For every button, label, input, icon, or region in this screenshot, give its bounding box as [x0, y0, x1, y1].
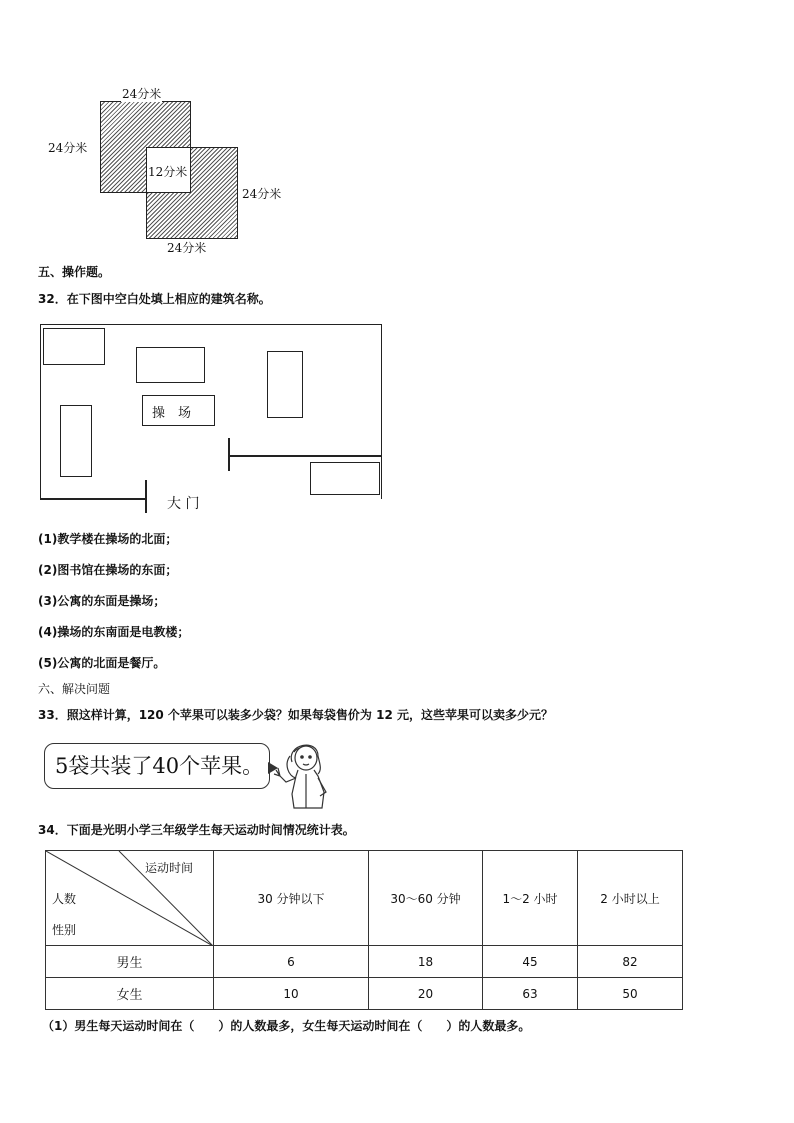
girl-illustration: [272, 734, 340, 810]
building-box-southeast: [310, 462, 380, 495]
table-corner-cell: [46, 851, 214, 946]
playground-label: 操 场: [152, 406, 192, 421]
dimension-right: 24分米: [242, 187, 282, 201]
table-row: [46, 978, 683, 1010]
column-header: 2 小时以上: [578, 851, 683, 946]
q32-item-3: (3)公寓的东面是操场；: [38, 594, 166, 608]
question-32-title: 32．在下图中空白处填上相应的建筑名称。: [38, 292, 271, 306]
dimension-overlap: 12分米: [148, 165, 188, 179]
q32-item-1: (1)教学楼在操场的北面；: [38, 532, 178, 546]
exercise-time-table: [45, 850, 683, 1010]
speech-text: 5袋共装了40个苹果。: [55, 754, 264, 778]
campus-map: [40, 324, 382, 512]
question-34-title: 34．下面是光明小学三年级学生每天运动时间情况统计表。: [38, 823, 355, 837]
q32-item-5: (5)公寓的北面是餐厅。: [38, 656, 166, 670]
table-cell: 20: [369, 978, 483, 1010]
speech-bubble: [44, 743, 270, 789]
column-header: 30 分钟以下: [214, 851, 369, 946]
inner-wall-vertical: [228, 438, 230, 471]
section-heading-5: 五、操作题。: [38, 265, 111, 279]
table-cell: 18: [369, 946, 483, 978]
dimension-left: 24分米: [48, 141, 88, 155]
table-cell: 50: [578, 978, 683, 1010]
table-cell: 10: [214, 978, 369, 1010]
overlapping-squares-figure: [0, 0, 320, 260]
building-box-northwest: [43, 328, 105, 365]
question-33-title: 33．照这样计算，120 个苹果可以装多少袋？如果每袋售价为 12 元，这些苹果可以卖多少元？: [38, 708, 553, 722]
q32-item-4: (4)操场的东南面是电教楼；: [38, 625, 190, 639]
column-header: 1～2 小时: [483, 851, 578, 946]
row-label: 女生: [46, 978, 214, 1010]
south-wall: [40, 498, 146, 500]
corner-label-time: 运动时间: [145, 861, 194, 875]
dimension-bottom: 24分米: [167, 241, 207, 255]
row-label: 男生: [46, 946, 214, 978]
corner-label-gender: 性别: [52, 923, 77, 937]
table-header-row: [46, 851, 683, 946]
building-box-east: [267, 351, 303, 418]
column-header: 30～60 分钟: [369, 851, 483, 946]
playground-box: [142, 395, 215, 426]
table-cell: 63: [483, 978, 578, 1010]
building-box-north: [136, 347, 205, 383]
q34-subquestion-1: （1）男生每天运动时间在（ ）的人数最多，女生每天运动时间在（ ）的人数最多。: [42, 1019, 531, 1033]
dimension-top: 24分米: [122, 87, 162, 101]
table-cell: 6: [214, 946, 369, 978]
corner-label-count: 人数: [52, 892, 77, 906]
building-box-west: [60, 405, 92, 477]
table-row: [46, 946, 683, 978]
gate-post: [145, 480, 147, 513]
table-cell: 82: [578, 946, 683, 978]
section-heading-6: 六、解决问题: [38, 682, 111, 696]
q32-item-2: (2)图书馆在操场的东面；: [38, 563, 178, 577]
inner-wall-horizontal: [229, 455, 381, 457]
table-cell: 45: [483, 946, 578, 978]
gate-label: 大 门: [167, 496, 200, 512]
